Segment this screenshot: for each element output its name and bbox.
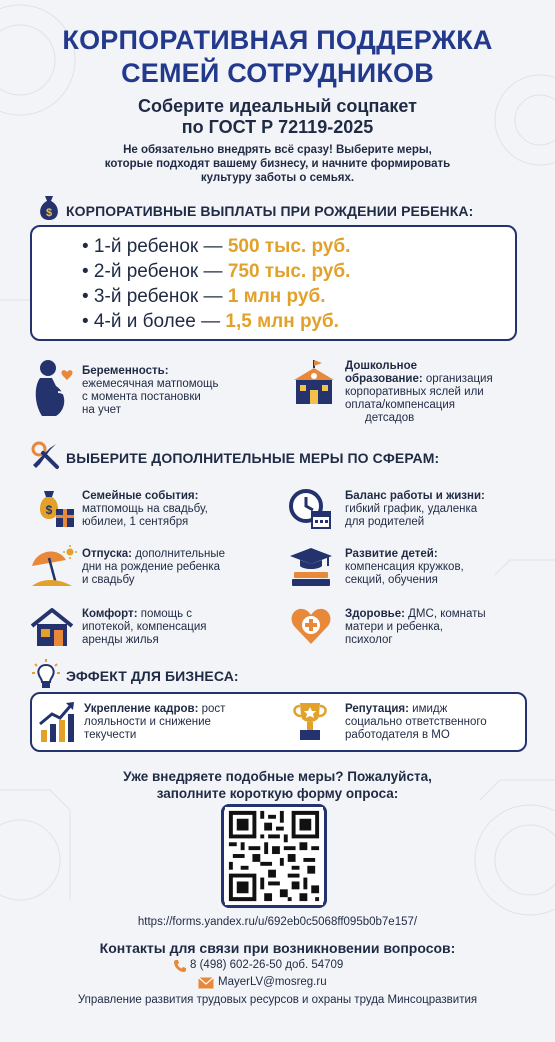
pregnancy-line3: на учет <box>82 404 121 416</box>
comfort-title: Комфорт: <box>82 608 138 620</box>
payment-label-4: • 4-й и более — <box>82 311 226 332</box>
preschool-line1-rest: организация <box>422 373 493 385</box>
school-icon <box>288 358 340 406</box>
reputation-line3: работодателя в МО <box>345 729 450 741</box>
payment-amount-4: 1,5 млн руб. <box>225 311 339 332</box>
comfort-line1-rest: помощь с <box>137 608 193 620</box>
balance-title: Баланс работы и жизни: <box>345 490 485 502</box>
page-title-line2: СЕМЕЙ СОТРУДНИКОВ <box>121 58 434 88</box>
reputation-title: Репутация: <box>345 703 409 715</box>
payments-heading: КОРПОРАТИВНЫЕ ВЫПЛАТЫ ПРИ РОЖДЕНИИ РЕБЕНКА: <box>66 203 474 219</box>
money-bag-icon <box>36 193 62 223</box>
vacation-line3: и свадьбу <box>82 574 135 586</box>
staff-line2: лояльности и снижение <box>84 716 211 728</box>
payment-item-2 <box>82 259 350 285</box>
payment-label-3: • 3-й ребенок — <box>82 286 228 307</box>
health-line1 <box>345 608 486 621</box>
vacation-title: Отпуска: <box>82 548 133 560</box>
staff-title: Укрепление кадров: <box>84 703 199 715</box>
reputation-line1 <box>345 703 447 716</box>
lightbulb-icon <box>32 658 60 690</box>
staff-line1-rest: рост <box>198 703 226 715</box>
qr-code-frame[interactable] <box>221 804 327 908</box>
kids-line1: компенсация кружков, <box>345 561 464 573</box>
page-title-line1: КОРПОРАТИВНАЯ ПОДДЕРЖКА <box>62 25 493 55</box>
pregnancy-title: Беременность: <box>82 365 169 377</box>
intro-line1: Не обязательно внедрять всё сразу! Выберите меры, <box>123 144 432 156</box>
staff-line1 <box>84 703 225 716</box>
family-events-line1: матпомощь на свадьбу, <box>82 503 208 515</box>
vacation-line2: дни на рождение ребенка <box>82 561 220 573</box>
payment-amount-1: 500 тыс. руб. <box>227 236 351 257</box>
payment-item-4 <box>82 309 339 335</box>
preschool-line3: оплата/компенсация <box>345 399 456 411</box>
survey-line2: заполните короткую форму опроса: <box>156 786 399 801</box>
vacation-line1-rest: дополнительные <box>132 548 226 560</box>
trophy-icon <box>290 700 330 744</box>
health-line1-rest: ДМС, комнаты <box>404 608 486 620</box>
beach-umbrella-icon <box>28 544 78 588</box>
pregnancy-line1: ежемесячная матпомощь <box>82 378 219 390</box>
subtitle-line2: по ГОСТ Р 72119-2025 <box>181 117 374 137</box>
effect-heading: ЭФФЕКТ ДЛЯ БИЗНЕСА: <box>66 668 239 684</box>
comfort-line1 <box>82 608 192 621</box>
subtitle-line1: Соберите идеальный соцпакет <box>138 96 417 116</box>
health-line2: матери и ребенка, <box>345 621 443 633</box>
preschool-line1 <box>345 373 493 386</box>
balance-line2: для родителей <box>345 516 425 528</box>
footer-department: Управление развития трудовых ресурсов и охраны труда Минсоцразвития <box>77 994 478 1006</box>
graduation-books-icon <box>288 544 334 588</box>
reputation-line1-rest: имидж <box>408 703 448 715</box>
kids-line2: секций, обучения <box>345 574 438 586</box>
pregnancy-line2: с момента постановки <box>82 391 201 403</box>
family-events-line2: юбилеи, 1 сентября <box>82 516 189 528</box>
survey-url[interactable]: https://forms.yandex.ru/u/692eb0c5068ff095b0b7e157/ <box>137 916 418 928</box>
clock-calendar-icon <box>288 488 332 530</box>
balance-line1: гибкий график, удаленка <box>345 503 478 515</box>
pregnancy-icon <box>26 358 76 420</box>
intro-line3: культуру заботы о семьях. <box>200 172 355 184</box>
comfort-line3: аренды жилья <box>82 634 159 646</box>
payment-label-1: • 1-й ребенок — <box>82 236 228 257</box>
preschool-line2: корпоративных яслей или <box>345 386 484 398</box>
gift-money-icon <box>36 487 76 529</box>
payment-label-2: • 2-й ребенок — <box>82 261 228 282</box>
intro-line2: которые подходят вашему бизнесу, и начните формировать <box>104 158 451 170</box>
payment-item-1 <box>82 234 350 260</box>
heart-cross-icon <box>290 606 332 646</box>
tools-icon <box>30 440 60 470</box>
phone-icon <box>173 959 187 973</box>
growth-chart-icon <box>38 700 78 744</box>
contacts-heading: Контакты для связи при возникновении вопросов: <box>99 940 456 956</box>
health-line3: психолог <box>345 634 393 646</box>
health-title: Здоровье: <box>345 608 405 620</box>
extra-heading: ВЫБЕРИТЕ ДОПОЛНИТЕЛЬНЫЕ МЕРЫ ПО СФЕРАМ: <box>66 450 440 466</box>
staff-line3: текучести <box>84 729 137 741</box>
contact-email[interactable]: MayerLV@mosreg.ru <box>218 976 327 988</box>
survey-line1: Уже внедряете подобные меры? Пожалуйста, <box>123 769 432 784</box>
mail-icon <box>198 977 214 989</box>
preschool-line4: детсадов <box>365 412 415 424</box>
svg-text:$: $ <box>45 503 53 517</box>
kids-title: Развитие детей: <box>345 548 438 560</box>
payment-amount-2: 750 тыс. руб. <box>227 261 351 282</box>
qr-code-icon <box>224 807 324 905</box>
payment-item-3 <box>82 284 325 310</box>
comfort-line2: ипотекой, компенсация <box>82 621 207 633</box>
preschool-title-1: Дошкольное <box>345 360 418 372</box>
house-icon <box>30 606 74 648</box>
family-events-title: Семейные события: <box>82 490 199 502</box>
svg-text:$: $ <box>45 207 53 219</box>
preschool-title-2: образование: <box>345 373 423 385</box>
payment-amount-3: 1 млн руб. <box>227 286 326 307</box>
contact-phone[interactable]: 8 (498) 602-26-50 доб. 54709 <box>190 959 344 971</box>
vacation-line1 <box>82 548 225 561</box>
reputation-line2: социально ответственного <box>345 716 487 728</box>
